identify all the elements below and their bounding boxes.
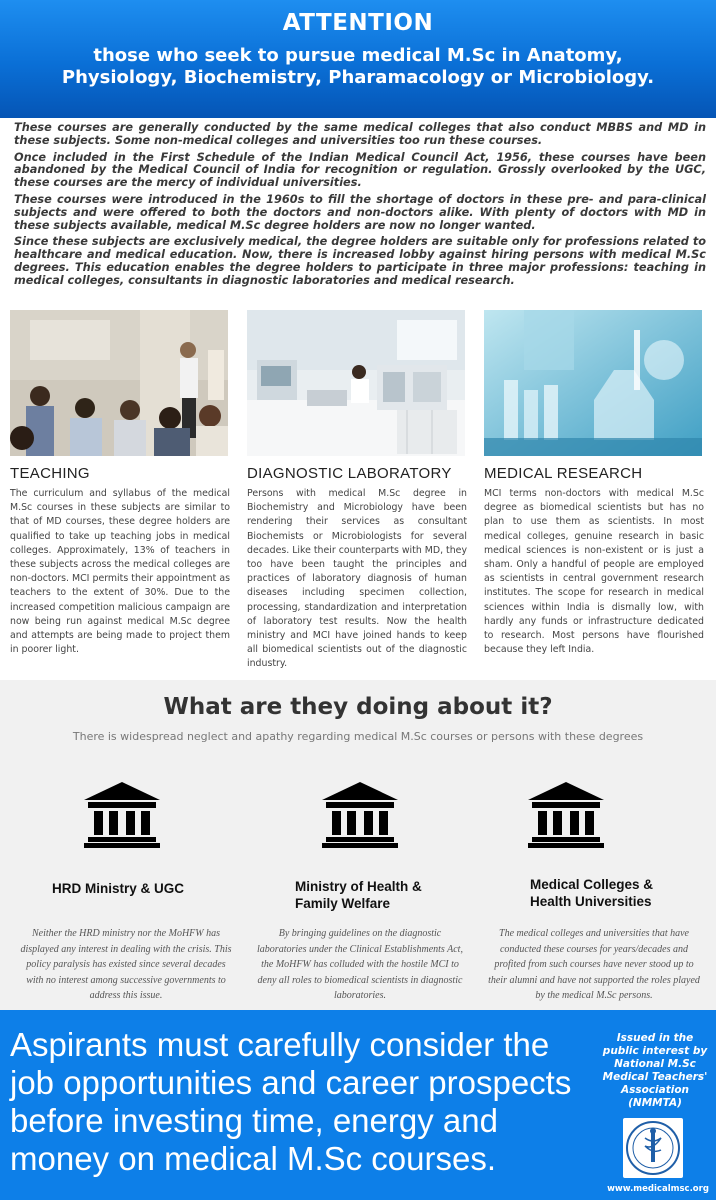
intro-paragraph: Since these subjects are exclusively medical, the degree holders are suitable only for professions related to healthcare and medical education. Now, there is increased lobby against hiring persons with medical M.Sc degrees. This education enables the degree holders to participate in three major professions: teaching in medical colleges, consultants in diagnostic laboratories and medical research. [14, 235, 706, 287]
nmmta-logo [623, 1118, 683, 1178]
header-banner [0, 0, 716, 118]
health-ministry-text: By bringing guidelines on the diagnostic laboratories under the Clinical Establishments Act, the MoHFW has colluded with the hostile MCI to deny all roles to biomedical scientists in diagnostic laboratories. [257, 928, 463, 1002]
hrd-text: Neither the HRD ministry nor the MoHFW has displayed any interest in dealing with the crisis. This policy paralysis has existed since several decades with no interest among successive governments to address this issue. [20, 928, 232, 1002]
attention-title: ATTENTION [282, 10, 434, 36]
intro-paragraph: These courses are generally conducted by the same medical colleges that also conduct MBBS and MD in these subjects. Some non-medical colleges and universities too run these courses. [14, 121, 706, 147]
laboratory-heading: DIAGNOSTIC LABORATORY [247, 465, 452, 482]
attention-subtitle: those who seek to pursue medical M.Sc in Anatomy, Physiology, Biochemistry, Pharamacology or Microbiology. [61, 45, 655, 88]
laboratory-column [247, 465, 467, 672]
issued-by-text: Issued in the public interest by National M.Sc Medical Teachers' Association (NMMTA) [602, 1032, 708, 1109]
medical-colleges-heading: Medical Colleges & Health Universities [530, 877, 654, 909]
intro-paragraph: Once included in the First Schedule of the Indian Medical Council Act, 1956, these courses have been abandoned by the Medical Council of India for recognition or regulation. Grossly overlooked by the UGC, these courses are the mercy of individual universities. [14, 150, 706, 190]
government-building-icon [320, 782, 400, 848]
research-photo [484, 310, 702, 456]
research-column [484, 465, 704, 657]
research-heading: MEDICAL RESEARCH [484, 465, 643, 482]
teaching-column [10, 465, 230, 657]
footer-banner [0, 1010, 716, 1200]
government-building-icon [82, 782, 162, 848]
teaching-text: The curriculum and syllabus of the medical M.Sc courses in these subjects are similar to that of MD courses, these degree holders are qualified to take up teaching jobs in medical colleges. Approximately, 13% of teachers in these subjects across the medical colleges are non-doctors. MCI permits their appointment as teachers to the extent of 30%. Due to the increased competition malicious campaign are now being run against medical M.Sc degree and attempts are being made to project them in poorer light. [10, 488, 230, 656]
government-building-icon [526, 782, 606, 848]
medical-colleges-text: The medical colleges and universities that have conducted these courses for years/decades and profited from such courses have never stood up to their alumni and have not supported the roles played by the medical M.Sc persons. [488, 928, 700, 1002]
action-section [0, 680, 716, 1010]
intro-text [14, 122, 706, 292]
health-ministry-heading: Ministry of Health & Family Welfare [295, 879, 422, 911]
intro-paragraph: These courses were introduced in the 1960s to fill the shortage of doctors in these pre- and para-clinical subjects and were offered to both the doctors and non-doctors alike. With plenty of doctors with MD in these subjects available, medical M.Sc degree holders are now no longer wanted. [14, 192, 706, 232]
section-title: What are they doing about it? [163, 694, 553, 720]
footer-message: Aspirants must carefully consider the job opportunities and career prospects before investing time, energy and money on medical M.Sc courses. [10, 1026, 572, 1177]
website-link[interactable]: www.medicalmsc.org [607, 1184, 709, 1194]
laboratory-text: Persons with medical M.Sc degree in Biochemistry and Microbiology have been rendering their services as consultant Biochemists or Microbiologists for several decades. Like their counterparts with MD, they too have been taught the principles and practices of laboratory diagnosis of human diseases including specimen collection, processing, standardization and interpretation of laboratory test results. Now the health ministry and MCI have joined hands to keep all biomedical scientists out of the diagnostic industry. [247, 488, 467, 670]
teaching-photo [10, 310, 228, 456]
laboratory-photo [247, 310, 465, 456]
teaching-heading: TEACHING [10, 465, 90, 482]
section-tagline: There is widespread neglect and apathy regarding medical M.Sc courses or persons with these degrees [72, 730, 644, 743]
hrd-heading: HRD Ministry & UGC [52, 881, 185, 896]
research-text: MCI terms non-doctors with medical M.Sc degree as biomedical scientists but has no plan to use them as scientists. In most medical colleges, genuine research in basic medical sciences is non-existent or is just a sham. Only a handful of people are employed as scientists in central government research institutes. The scope for research in medical sciences within India is dismally low, with hardly any funds or infrastructure dedicated to research. Most persons have flourished because they left India. [484, 488, 704, 656]
